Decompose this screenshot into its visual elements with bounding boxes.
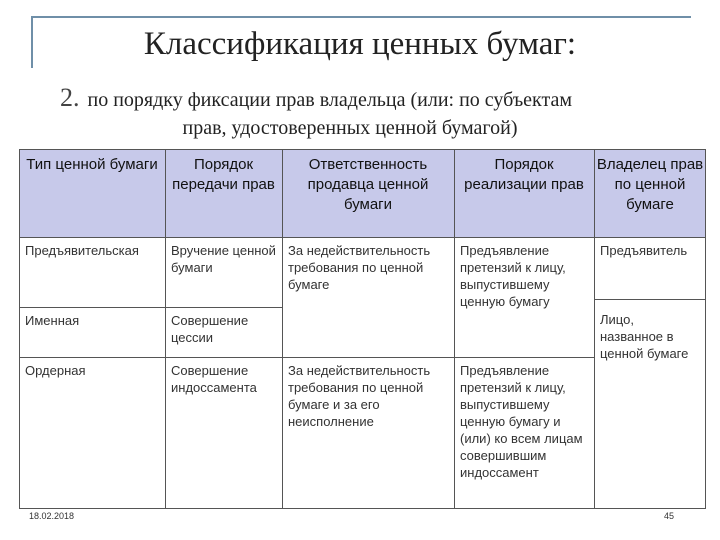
- grid-line: [19, 237, 706, 238]
- transfer-bearer: Вручение ценной бумаги: [165, 237, 282, 307]
- realization-bearer-registered: Предъявление претензий к лицу, выпустившему ценную бумагу: [454, 237, 594, 357]
- grid-line: [19, 307, 282, 308]
- grid-line: [282, 149, 283, 509]
- header-owner: Владелец прав по ценной бумаге: [594, 149, 706, 237]
- grid-line: [454, 149, 455, 509]
- subtitle-line-1: по порядку фиксации прав владельца (или: по субъектам: [87, 89, 573, 111]
- subtitle-line-2: прав, удостоверенных ценной бумагой): [182, 117, 518, 139]
- transfer-registered: Совершение цессии: [165, 307, 282, 357]
- slide-subtitle: [60, 84, 700, 142]
- slide-page-number: 45: [664, 511, 675, 521]
- header-type: Тип ценной бумаги: [19, 149, 165, 237]
- grid-line: [19, 508, 706, 509]
- liability-bearer-registered: За недействительность требования по ценной бумаге: [282, 237, 454, 357]
- header-realization: Порядок реализации прав: [454, 149, 594, 237]
- grid-line: [165, 149, 166, 509]
- slide-date: 18.02.2018: [29, 511, 75, 521]
- subtitle-number: 2.: [60, 83, 80, 112]
- owner-registered-order: Лицо, названное в ценной бумаге: [594, 299, 706, 509]
- row-order-type: Ордерная: [19, 357, 165, 509]
- decorative-horizontal-rule: [31, 16, 691, 18]
- header-transfer: Порядок передачи прав: [165, 149, 282, 237]
- grid-line: [594, 299, 706, 300]
- transfer-order: Совершение индоссамента: [165, 357, 282, 509]
- classification-table: [19, 149, 706, 509]
- grid-line: [19, 357, 594, 358]
- grid-line: [594, 149, 595, 509]
- liability-order: За недействительность требования по ценной бумаге и за его неисполнение: [282, 357, 454, 509]
- realization-order: Предъявление претензий к лицу, выпустившему ценную бумагу и (или) ко всем лицам совершившим индоссамент: [454, 357, 594, 509]
- grid-line: [19, 149, 706, 150]
- owner-bearer: Предъявитель: [594, 237, 706, 299]
- grid-line: [19, 149, 20, 509]
- grid-line: [705, 149, 706, 509]
- slide-title: Классификация ценных бумаг:: [143, 26, 577, 62]
- row-registered-type: Именная: [19, 307, 165, 357]
- row-bearer-type: Предъявительская: [19, 237, 165, 307]
- header-liability: Ответственность продавца ценной бумаги: [282, 149, 454, 237]
